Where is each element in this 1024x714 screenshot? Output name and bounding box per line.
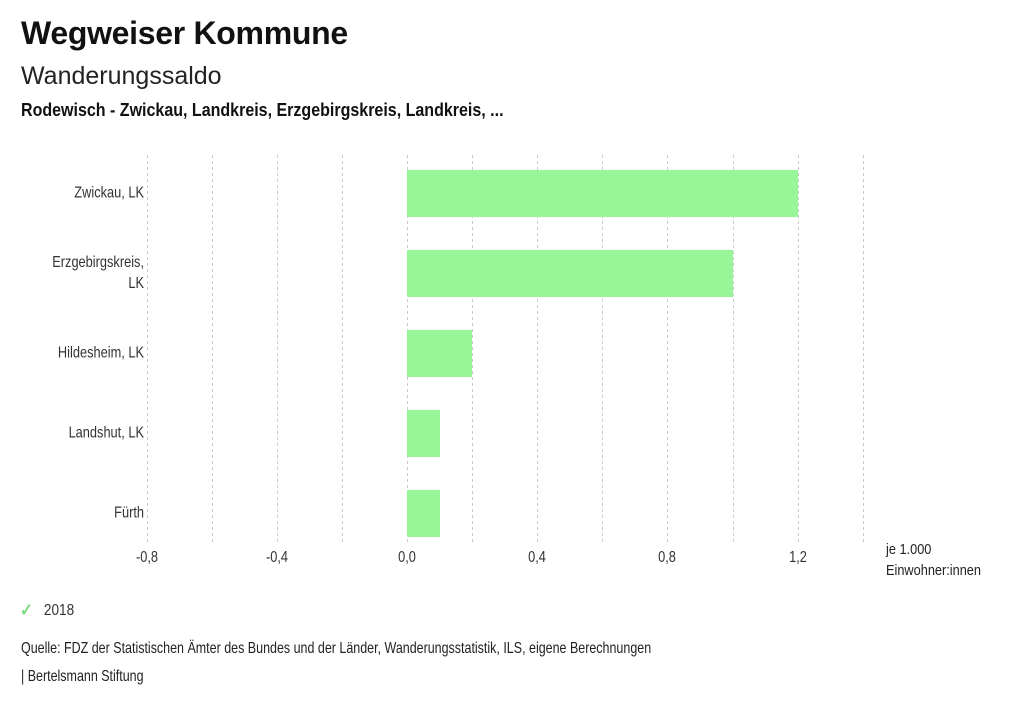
attribution-text: | Bertelsmann Stiftung [21, 668, 144, 685]
page-title: Wegweiser Kommune [21, 15, 348, 51]
category-label: Fürth [114, 504, 144, 522]
category-label: Landshut, LK [68, 424, 144, 442]
x-tick-label: 0,0 [398, 549, 416, 566]
x-tick-label: -0,8 [135, 549, 158, 566]
category-label: Erzgebirgskreis, LK [52, 254, 144, 292]
chart-bar[interactable] [407, 170, 798, 217]
x-axis-unit-line2: Einwohner:innen [886, 561, 981, 579]
x-gridline [798, 155, 799, 545]
source-text: Quelle: FDZ der Statistischen Ämter des Bundes und der Länder, Wanderungsstatistik, ILS, eigene Berechnungen [21, 640, 652, 657]
x-tick-label: 0,8 [658, 549, 677, 566]
legend-year-label: 2018 [43, 601, 75, 619]
check-icon: ✓ [20, 600, 33, 620]
x-tick-label: 1,2 [788, 549, 807, 566]
x-axis-unit-label [886, 540, 981, 581]
x-gridline [147, 155, 148, 545]
migration-balance-bar-chart [0, 155, 1024, 579]
chart-selection-subtitle: Rodewisch - Zwickau, Landkreis, Erzgebirgskreis, Landkreis, ... [21, 100, 504, 120]
chart-bar[interactable] [407, 490, 440, 537]
legend-year-item[interactable] [20, 600, 74, 621]
chart-bar[interactable] [407, 410, 440, 457]
x-gridline [277, 155, 278, 545]
x-gridline [863, 155, 864, 545]
x-tick-label: -0,4 [265, 549, 288, 566]
chart-bar[interactable] [407, 250, 733, 297]
x-axis-unit-line1: je 1.000 [886, 541, 932, 558]
x-gridline [212, 155, 213, 545]
category-label: Hildesheim, LK [57, 344, 144, 362]
category-label: Zwickau, LK [74, 184, 144, 202]
chart-bar[interactable] [407, 330, 472, 377]
x-gridline [342, 155, 343, 545]
x-tick-label: 0,4 [528, 549, 547, 566]
chart-title: Wanderungssaldo [21, 62, 222, 90]
